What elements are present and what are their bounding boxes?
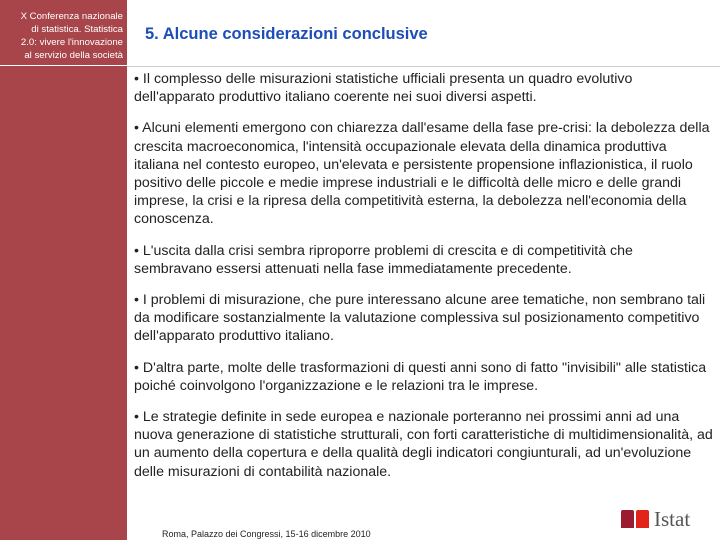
conference-label: [0, 0, 127, 66]
conference-line: al servizio della società: [24, 50, 123, 61]
bullet: • Alcuni elementi emergono con chiarezza dall'esame della fase pre-crisi: la debolezza della crescita macroeconomica, l'intensità occupazionale elevata della dinamica produttiva italiana nel contesto europeo, un'elevata e persistente propensione inflazionistica, il ruolo positivo delle piccole e medie imprese industriali e le difficoltà delle micro e delle grandi imprese, la crisi e la ripresa della competitività esterna, la debolezza nell'economia della conoscenza.: [134, 120, 710, 228]
divider: [127, 66, 720, 67]
conference-line: di statistica. Statistica: [31, 24, 123, 35]
logo-text: Istat: [654, 507, 691, 531]
logo-block-icon: [621, 510, 634, 528]
bullet: • I problemi di misurazione, che pure interessano alcune aree tematiche, non sembrano tali da modificare sostanzialmente la valutazione complessiva sul posizionamento competitivo dell'apparato produttivo italiano.: [134, 292, 706, 345]
bullet: • Il complesso delle misurazioni statistiche ufficiali presenta un quadro evolutivo dell'apparato produttivo italiano coerente nei suoi diversi aspetti.: [134, 71, 633, 106]
bullet: • L'uscita dalla crisi sembra riproporre problemi di crescita e di competitività che sembravano essersi attenuati nella fase immediatamente precedente.: [134, 242, 633, 277]
istat-logo: [621, 507, 691, 531]
slide-body: [134, 70, 714, 494]
conference-line: 2.0: vivere l'innovazione: [20, 37, 123, 48]
footer: Roma, Palazzo dei Congressi, 15-16 dicembre 2010: [162, 529, 371, 539]
logo-block-icon: [636, 510, 649, 528]
bullet: • D'altra parte, molte delle trasformazioni di questi anni sono di fatto "invisibili" alle statistica poiché coinvolgono l'organizzazione e le relazioni tra le imprese.: [134, 359, 707, 394]
bullet: • Le strategie definite in sede europea e nazionale porteranno nei prossimi anni ad una nuova generazione di statistiche strutturali, con forti caratteristiche di multidimensionalità, ad un aumento della copertura e della qualità degli indicatori congiunturali, ad un'evoluzione delle misurazioni di contabilità nazionale.: [134, 409, 713, 480]
slide-title: 5. Alcune considerazioni conclusive: [145, 25, 428, 43]
sidebar: [0, 0, 127, 540]
conference-line: X Conferenza nazionale: [20, 11, 123, 22]
